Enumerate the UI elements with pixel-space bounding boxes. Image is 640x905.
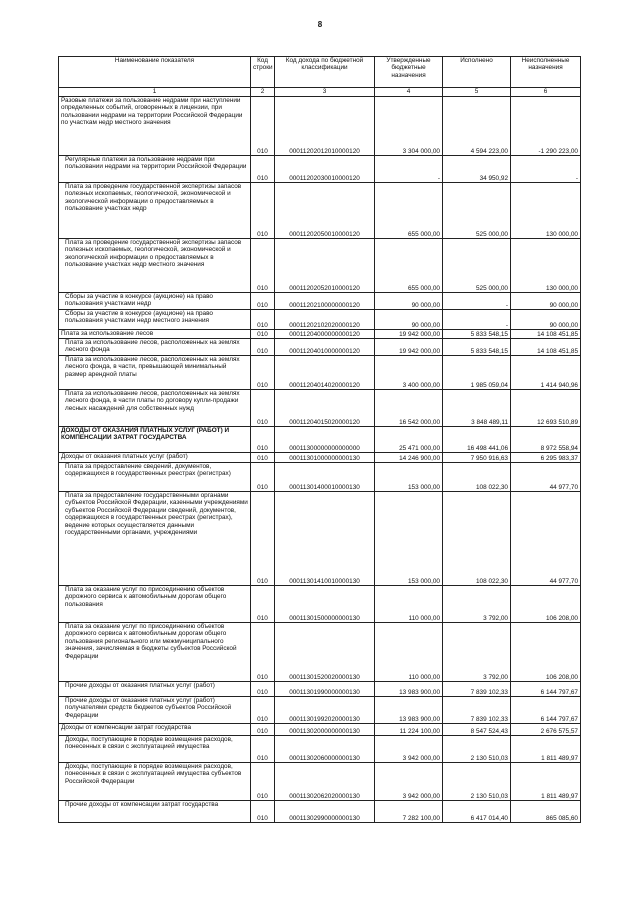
- header-executed: Исполнено: [443, 57, 511, 88]
- header-line-code: Код строки: [251, 57, 275, 88]
- row-unexecuted: 90 000,00: [511, 293, 581, 310]
- table-row: [59, 586, 581, 623]
- table-row: [59, 736, 581, 763]
- col-index: 1: [59, 88, 251, 97]
- row-name: Плата за оказание услуг по присоединению объектов дорожного сервиса к автомобильным дорогам общего пользования: [59, 586, 251, 623]
- row-line-code: 010: [251, 736, 275, 763]
- row-unexecuted: 44 977,70: [511, 463, 581, 492]
- table-row: [59, 492, 581, 586]
- col-index: 5: [443, 88, 511, 97]
- row-line-code: 010: [251, 623, 275, 682]
- row-line-code: 010: [251, 156, 275, 183]
- table-row: [59, 763, 581, 801]
- row-line-code: 010: [251, 801, 275, 823]
- row-executed: 3 792,00: [443, 623, 511, 682]
- row-budget-code: 00011204010000000120: [275, 339, 375, 356]
- row-line-code: 010: [251, 183, 275, 239]
- row-executed: 7 839 102,33: [443, 682, 511, 697]
- table-row: [59, 623, 581, 682]
- row-name: Плата за предоставление государственными органами субъектов Российской Федерации, казенными учреждениями субъектов Российской Федерации сведений, документов, содержащихся в государственных реестрах (регистрах), ведение которых осуществляется данными государственными органами, учреждениями: [59, 492, 251, 586]
- row-budget-code: 00011301400010000130: [275, 463, 375, 492]
- row-unexecuted: 90 000,00: [511, 310, 581, 330]
- row-unexecuted: 106 208,00: [511, 586, 581, 623]
- row-unexecuted: 865 085,60: [511, 801, 581, 823]
- row-approved: 3 942 000,00: [375, 763, 443, 801]
- row-name: Плата за проведение государственной экспертизы запасов полезных ископаемых, геологической, экономической и экологической информации о предоставляемых в пользование участках недр местного значения: [59, 239, 251, 293]
- row-unexecuted: 12 693 510,89: [511, 390, 581, 427]
- row-unexecuted: 6 144 797,67: [511, 697, 581, 724]
- row-executed: 108 022,30: [443, 492, 511, 586]
- row-executed: 3 792,00: [443, 586, 511, 623]
- row-budget-code: 00011301500000000130: [275, 586, 375, 623]
- row-approved: 19 942 000,00: [375, 339, 443, 356]
- row-name: Прочие доходы от оказания платных услуг (работ) получателями средств бюджетов субъектов Российской Федерации: [59, 697, 251, 724]
- header-row: [59, 57, 581, 88]
- row-approved: 11 224 100,00: [375, 724, 443, 736]
- row-name: Доходы от оказания платных услуг (работ): [59, 453, 251, 463]
- row-budget-code: 00011202100000000120: [275, 293, 375, 310]
- table-row: [59, 339, 581, 356]
- row-executed: 525 000,00: [443, 183, 511, 239]
- row-name: Прочие доходы от оказания платных услуг (работ): [59, 682, 251, 697]
- row-unexecuted: 2 676 575,57: [511, 724, 581, 736]
- table-row: [59, 801, 581, 823]
- row-name: Сборы за участие в конкурсе (аукционе) на право пользования участками недр: [59, 293, 251, 310]
- row-unexecuted: 6 144 797,67: [511, 682, 581, 697]
- row-budget-code: 00011202050010000120: [275, 183, 375, 239]
- table-row: [59, 682, 581, 697]
- table-row: [59, 356, 581, 390]
- table-row: [59, 453, 581, 463]
- row-line-code: 010: [251, 239, 275, 293]
- row-approved: 655 000,00: [375, 239, 443, 293]
- table-row: [59, 239, 581, 293]
- col-index: 6: [511, 88, 581, 97]
- row-budget-code: 00011302990000000130: [275, 801, 375, 823]
- row-line-code: 010: [251, 697, 275, 724]
- row-budget-code: 00011302062020000130: [275, 763, 375, 801]
- row-budget-code: 00011204014020000120: [275, 356, 375, 390]
- row-budget-code: 00011204000000000120: [275, 330, 375, 339]
- row-approved: 14 246 900,00: [375, 453, 443, 463]
- row-name: Плата за использование лесов, расположенных на землях лесного фонда, в части платы по договору купли-продажи лесных насаждений для собственных нужд: [59, 390, 251, 427]
- row-executed: -: [443, 310, 511, 330]
- row-name: Плата за предоставление сведений, документов, содержащихся в государственных реестрах (регистрах): [59, 463, 251, 492]
- row-approved: 110 000,00: [375, 586, 443, 623]
- row-executed: 2 130 510,03: [443, 736, 511, 763]
- row-executed: 5 833 548,15: [443, 339, 511, 356]
- row-approved: 3 304 000,00: [375, 97, 443, 156]
- row-line-code: 010: [251, 97, 275, 156]
- row-budget-code: 00011300000000000000: [275, 427, 375, 453]
- row-line-code: 010: [251, 390, 275, 427]
- row-line-code: 010: [251, 586, 275, 623]
- row-approved: 25 471 000,00: [375, 427, 443, 453]
- table-row: [59, 156, 581, 183]
- row-executed: 108 022,30: [443, 463, 511, 492]
- row-budget-code: 00011202052010000120: [275, 239, 375, 293]
- header-budget-code: Код дохода по бюджетной классификации: [275, 57, 375, 88]
- row-executed: 4 594 223,00: [443, 97, 511, 156]
- row-executed: 2 130 510,03: [443, 763, 511, 801]
- row-unexecuted: -1 290 223,00: [511, 97, 581, 156]
- header-unexecuted: Неисполненные назначения: [511, 57, 581, 88]
- row-line-code: 010: [251, 427, 275, 453]
- row-executed: 6 417 014,40: [443, 801, 511, 823]
- table-row: [59, 697, 581, 724]
- row-executed: 3 848 489,11: [443, 390, 511, 427]
- row-line-code: 010: [251, 463, 275, 492]
- row-line-code: 010: [251, 310, 275, 330]
- row-approved: 90 000,00: [375, 293, 443, 310]
- row-name: Доходы, поступающие в порядке возмещения расходов, понесенных в связи с эксплуатацией имущества субъектов Российской Федерации: [59, 763, 251, 801]
- header-approved: Утвержденные бюджетные назначения: [375, 57, 443, 88]
- header-name: Наименование показателя: [59, 57, 251, 88]
- row-budget-code: 00011301000000000130: [275, 453, 375, 463]
- row-budget-code: 00011204015020000120: [275, 390, 375, 427]
- table-row: [59, 293, 581, 310]
- row-approved: 110 000,00: [375, 623, 443, 682]
- row-approved: 153 000,00: [375, 463, 443, 492]
- row-name: Плата за проведение государственной экспертизы запасов полезных ископаемых, геологической, экономической и экологической информации о предоставляемых в пользование участках недр: [59, 183, 251, 239]
- row-line-code: 010: [251, 453, 275, 463]
- row-approved: 13 983 900,00: [375, 697, 443, 724]
- row-budget-code: 00011202102020000120: [275, 310, 375, 330]
- row-executed: 16 498 441,06: [443, 427, 511, 453]
- table-row: [59, 183, 581, 239]
- row-budget-code: 00011302060000000130: [275, 736, 375, 763]
- row-line-code: 010: [251, 682, 275, 697]
- row-name: Сборы за участие в конкурсе (аукционе) на право пользования участками недр местного значения: [59, 310, 251, 330]
- row-line-code: 010: [251, 339, 275, 356]
- row-unexecuted: 14 108 451,85: [511, 339, 581, 356]
- row-budget-code: 00011202030010000120: [275, 156, 375, 183]
- row-line-code: 010: [251, 356, 275, 390]
- budget-revenue-table: [58, 56, 581, 823]
- row-executed: 5 833 548,15: [443, 330, 511, 339]
- col-index: 3: [275, 88, 375, 97]
- row-approved: 7 282 100,00: [375, 801, 443, 823]
- row-unexecuted: 1 811 489,97: [511, 736, 581, 763]
- row-name: Регулярные платежи за пользование недрами при пользовании недрами на территории Российской Федерации: [59, 156, 251, 183]
- row-approved: -: [375, 156, 443, 183]
- row-name: Плата за использование лесов, расположенных на землях лесного фонда: [59, 339, 251, 356]
- table-row: [59, 330, 581, 339]
- row-budget-code: 00011301990000000130: [275, 682, 375, 697]
- row-executed: 7 839 102,33: [443, 697, 511, 724]
- row-approved: 90 000,00: [375, 310, 443, 330]
- row-executed: 34 950,92: [443, 156, 511, 183]
- row-approved: 655 000,00: [375, 183, 443, 239]
- table-row: [59, 427, 581, 453]
- page-number: 8: [317, 20, 323, 29]
- row-name: Прочие доходы от компенсации затрат государства: [59, 801, 251, 823]
- row-budget-code: 00011301992020000130: [275, 697, 375, 724]
- row-unexecuted: 130 000,00: [511, 183, 581, 239]
- row-unexecuted: 106 208,00: [511, 623, 581, 682]
- row-line-code: 010: [251, 330, 275, 339]
- row-unexecuted: 130 000,00: [511, 239, 581, 293]
- row-name: Доходы, поступающие в порядке возмещения расходов, понесенных в связи с эксплуатацией имущества: [59, 736, 251, 763]
- row-approved: 19 942 000,00: [375, 330, 443, 339]
- row-unexecuted: 6 295 983,37: [511, 453, 581, 463]
- row-line-code: 010: [251, 724, 275, 736]
- row-unexecuted: 1 414 940,96: [511, 356, 581, 390]
- row-name: Плата за использование лесов, расположенных на землях лесного фонда, в части, превышающей минимальный размер арендной платы: [59, 356, 251, 390]
- col-index: 2: [251, 88, 275, 97]
- row-unexecuted: -: [511, 156, 581, 183]
- row-budget-code: 00011202012010000120: [275, 97, 375, 156]
- row-approved: 13 983 900,00: [375, 682, 443, 697]
- row-line-code: 010: [251, 763, 275, 801]
- row-name: ДОХОДЫ ОТ ОКАЗАНИЯ ПЛАТНЫХ УСЛУГ (РАБОТ) И КОМПЕНСАЦИИ ЗАТРАТ ГОСУДАРСТВА: [59, 427, 251, 453]
- row-unexecuted: 44 977,70: [511, 492, 581, 586]
- row-executed: 525 000,00: [443, 239, 511, 293]
- row-budget-code: 00011301410010000130: [275, 492, 375, 586]
- row-approved: 153 000,00: [375, 492, 443, 586]
- table-row: [59, 310, 581, 330]
- row-unexecuted: 1 811 489,97: [511, 763, 581, 801]
- row-approved: 16 542 000,00: [375, 390, 443, 427]
- row-approved: 3 942 000,00: [375, 736, 443, 763]
- table-row: [59, 724, 581, 736]
- table-row: [59, 97, 581, 156]
- col-index: 4: [375, 88, 443, 97]
- row-name: Плата за оказание услуг по присоединению объектов дорожного сервиса к автомобильным дорогам общего пользования регионального или межмуниципального значения, зачисляемая в бюджеты субъектов Российской Федерации: [59, 623, 251, 682]
- column-index-row: [59, 88, 581, 97]
- row-executed: -: [443, 293, 511, 310]
- row-executed: 8 547 524,43: [443, 724, 511, 736]
- row-unexecuted: 14 108 451,85: [511, 330, 581, 339]
- row-budget-code: 00011302000000000130: [275, 724, 375, 736]
- row-budget-code: 00011301520020000130: [275, 623, 375, 682]
- table-row: [59, 463, 581, 492]
- row-executed: 1 985 059,04: [443, 356, 511, 390]
- row-line-code: 010: [251, 293, 275, 310]
- row-name: Разовые платежи за пользование недрами при наступлении определенных событий, оговоренных в лицензии, при пользовании недрами на территории Российской Федерации по участкам недр местного значения: [59, 97, 251, 156]
- row-executed: 7 950 916,63: [443, 453, 511, 463]
- row-approved: 3 400 000,00: [375, 356, 443, 390]
- table-row: [59, 390, 581, 427]
- row-name: Доходы от компенсации затрат государства: [59, 724, 251, 736]
- row-line-code: 010: [251, 492, 275, 586]
- row-unexecuted: 8 972 558,94: [511, 427, 581, 453]
- row-name: Плата за использование лесов: [59, 330, 251, 339]
